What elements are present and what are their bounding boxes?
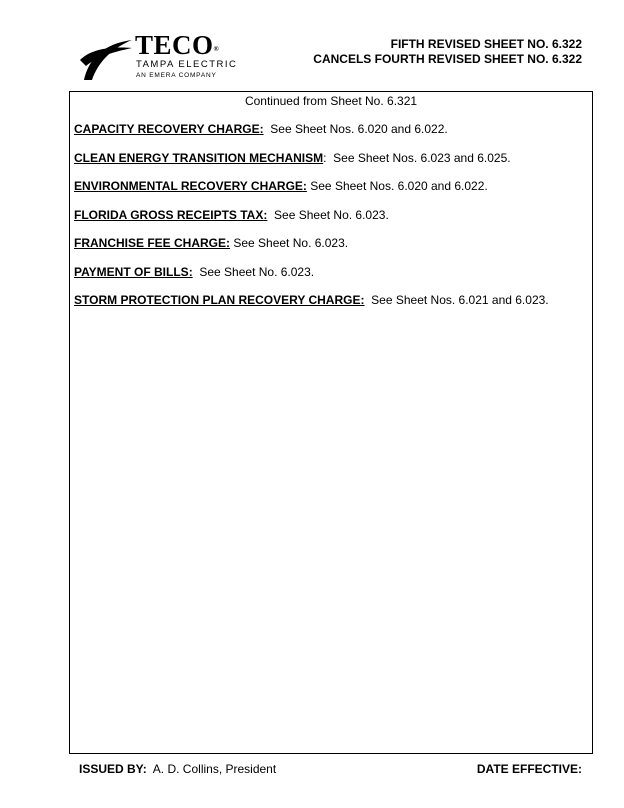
entry-term: STORM PROTECTION PLAN RECOVERY CHARGE <box>74 293 361 307</box>
entry-colon: : <box>360 293 365 307</box>
entry-colon: : <box>302 179 307 193</box>
entry-reference: See Sheet No. 6.023. <box>192 264 315 279</box>
entry-term: CAPACITY RECOVERY CHARGE <box>74 122 260 136</box>
logo-tagline: AN EMERA COMPANY <box>136 72 217 79</box>
entry-franchise-fee <box>74 236 588 250</box>
entry-colon: : <box>226 236 231 250</box>
issued-by-value: A. D. Collins, President <box>146 762 277 776</box>
entry-term: ENVIRONMENTAL RECOVERY CHARGE <box>74 179 303 193</box>
issued-by <box>79 762 276 776</box>
entry-gross-receipts-tax <box>74 208 588 222</box>
entry-term: CLEAN ENERGY TRANSITION MECHANISM <box>74 150 324 165</box>
entry-reference: See Sheet Nos. 6.020 and 6.022. <box>306 179 488 193</box>
entry-colon: : <box>259 122 264 136</box>
entry-term: FLORIDA GROSS RECEIPTS TAX <box>74 207 264 222</box>
entry-term: FRANCHISE FEE CHARGE <box>74 236 227 250</box>
entry-reference: See Sheet Nos. 6.020 and 6.022. <box>263 122 448 136</box>
entry-reference: See Sheet No. 6.023. <box>267 207 389 222</box>
entry-term: PAYMENT OF BILLS <box>74 264 189 279</box>
date-effective-label: DATE EFFECTIVE: <box>476 762 582 776</box>
entry-capacity-recovery <box>74 122 588 136</box>
entry-payment-of-bills <box>74 265 588 279</box>
entry-reference: See Sheet Nos. 6.023 and 6.025. <box>326 150 511 165</box>
continued-from: Continued from Sheet No. 6.321 <box>244 94 418 108</box>
entry-reference: See Sheet Nos. 6.021 and 6.023. <box>364 293 549 307</box>
entry-reference: See Sheet No. 6.023. <box>230 236 349 250</box>
sheet-header <box>313 37 582 66</box>
logo-brand: TECO® <box>135 30 220 60</box>
sheet-number: FIFTH REVISED SHEET NO. 6.322 <box>390 37 582 51</box>
tariff-content-frame <box>69 91 593 754</box>
logo-subtitle: TAMPA ELECTRIC <box>136 59 238 70</box>
entry-storm-protection <box>74 293 588 307</box>
entry-colon: : <box>188 264 193 279</box>
entry-environmental-recovery <box>74 179 588 193</box>
entry-colon: : <box>323 150 327 165</box>
cancels-sheet-number: CANCELS FOURTH REVISED SHEET NO. 6.322 <box>313 51 582 66</box>
entry-clean-energy <box>74 151 588 165</box>
issued-by-label: ISSUED BY: <box>79 762 147 776</box>
entry-colon: : <box>263 207 268 222</box>
teco-logo <box>78 32 258 84</box>
teco-swoosh-icon <box>78 34 134 82</box>
charge-list <box>74 122 588 322</box>
